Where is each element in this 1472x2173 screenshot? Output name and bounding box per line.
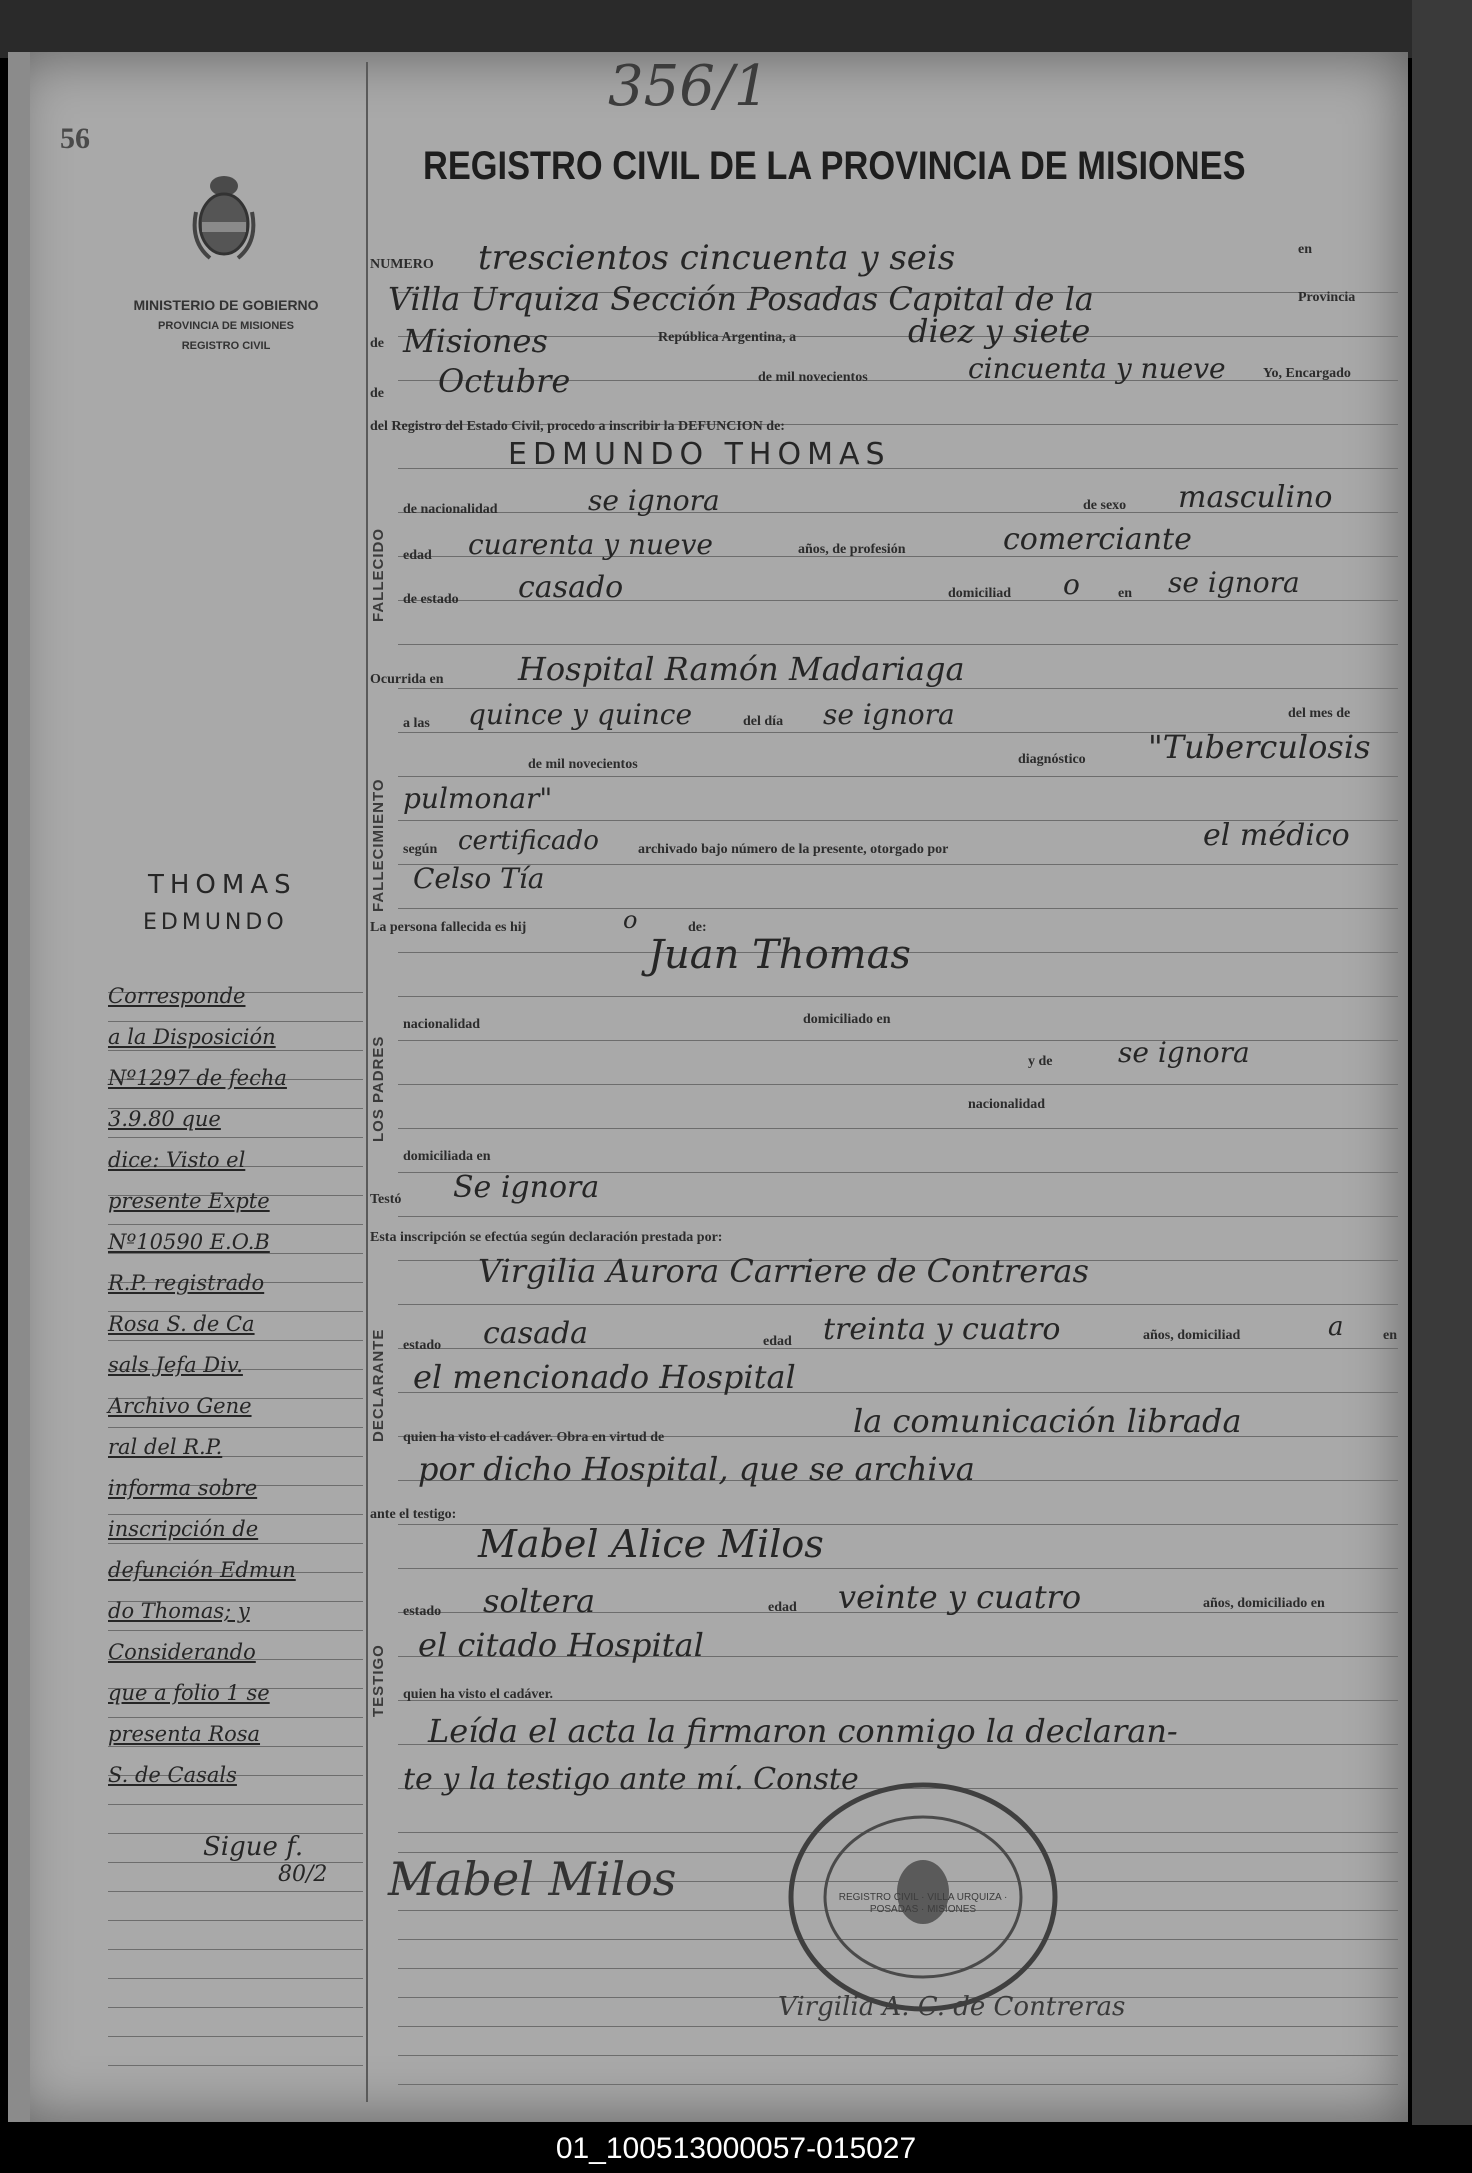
label-testo: Testó (370, 1192, 402, 1207)
margin-note-line: ral del R.P. (108, 1435, 223, 1459)
value-mes: Octubre (438, 362, 571, 400)
rule-line (398, 996, 1398, 997)
label-nacionalidad: de nacionalidad (403, 502, 498, 517)
stamp-text: REGISTRO CIVIL · VILLA URQUIZA · POSADAS · MISIONES (838, 1892, 1008, 1915)
margin-rule-line (108, 1224, 363, 1225)
value-declarante: Virgilia Aurora Carriere de Contreras (478, 1252, 1089, 1290)
page-title: REGISTRO CIVIL DE LA PROVINCIA DE MISIONES (423, 144, 1246, 188)
margin-note-line: informa sobre (108, 1476, 258, 1500)
margin-rule-line (108, 1978, 363, 1979)
margin-note-line: Corresponde (108, 984, 246, 1008)
label-domiciliado: domiciliado en (803, 1012, 891, 1027)
margin-note-line: sals Jefa Div. (108, 1353, 243, 1377)
page-number: 56 (60, 122, 90, 155)
margin-rule-line (108, 1050, 363, 1051)
label-anos-profesion: años, de profesión (798, 542, 906, 557)
book-spine (1412, 0, 1472, 2130)
value-madre: se ignora (1118, 1036, 1250, 1069)
label-nacionalidad3: nacionalidad (968, 1097, 1046, 1112)
label-de-mil2: de mil novecientos (528, 757, 638, 772)
value-padre: Juan Thomas (648, 932, 911, 978)
margin-rule-line (108, 2036, 363, 2037)
value-leida: Leída el acta la firmaron conmigo la declaran- (428, 1712, 1178, 1750)
value-estado-test: soltera (483, 1582, 596, 1620)
label-de2: de (370, 386, 384, 401)
margin-rule-line (108, 1746, 363, 1747)
value-domicilio: se ignora (1168, 566, 1300, 599)
ministry-line2: PROVINCIA DE MISIONES (158, 320, 294, 332)
value-diagnostico: "Tuberculosis (1148, 728, 1371, 766)
label-segun: según (403, 842, 438, 857)
label-de-mil: de mil novecientos (758, 370, 868, 385)
value-obra2: por dicho Hospital, que se archiva (418, 1450, 975, 1488)
margin-note-line: defunción Edmun (108, 1558, 296, 1582)
coat-of-arms-icon (190, 172, 258, 264)
margin-rule-line (108, 1514, 363, 1515)
rule-line (398, 2055, 1398, 2056)
ministry-line1: MINISTERIO DE GOBIERNO (133, 297, 319, 313)
rule-line (398, 1128, 1398, 1129)
margin-note-line: S. de Casals (108, 1763, 237, 1787)
label-numero: NUMERO (370, 257, 434, 272)
rule-line (398, 908, 1398, 909)
top-band (0, 0, 1472, 58)
label-edad2: edad (763, 1334, 792, 1349)
margin-rule-line (108, 1427, 363, 1428)
margin-rule-line (108, 1920, 363, 1921)
margin-divider (366, 62, 368, 2102)
label-persona-hij: La persona fallecida es hij (370, 920, 527, 935)
footer-filename: 01_100513000057-015027 (0, 2125, 1472, 2173)
label-domiciliada: domiciliada en (403, 1149, 491, 1164)
margin-rule-line (108, 1630, 363, 1631)
rule-line (398, 688, 1398, 689)
margin-rule-line (108, 2065, 363, 2066)
section-fallecimiento: FALLECIMIENTO (370, 778, 387, 912)
label-en: en (1298, 242, 1312, 257)
value-nombre: EDMUNDO THOMAS (508, 437, 891, 472)
rule-line (398, 2084, 1398, 2085)
label-del-mes: del mes de (1288, 706, 1351, 721)
label-estado2: estado (403, 1338, 442, 1353)
margin-note-line: presenta Rosa (108, 1722, 261, 1746)
value-domicilio-decl: el mencionado Hospital (413, 1358, 796, 1396)
margin-note-line: dice: Visto el (108, 1148, 246, 1172)
margin-rule-line (108, 1717, 363, 1718)
margin-surname: THOMAS (148, 870, 297, 900)
value-edad-decl: treinta y cuatro (823, 1312, 1061, 1347)
ministry-line3: REGISTRO CIVIL (181, 340, 271, 352)
label-ante-testigo: ante el testigo: (370, 1507, 457, 1522)
rule-line (398, 336, 1398, 337)
value-domic-decl-suffix: a (1328, 1312, 1344, 1342)
label-ocurrida: Ocurrida en (370, 672, 444, 687)
value-localidad: Villa Urquiza Sección Posadas Capital de la (388, 280, 1094, 318)
margin-rule-line (108, 1543, 363, 1544)
rule-line (398, 1216, 1398, 1217)
value-ocurrida: Hospital Ramón Madariaga (518, 650, 965, 688)
label-quien-cadaver: quien ha visto el cadáver. Obra en virtud de (403, 1430, 665, 1445)
margin-note-line: presente Expte (108, 1189, 270, 1213)
margin-rule-line (108, 1949, 363, 1950)
value-provincia: Misiones (403, 322, 548, 360)
label-en3: en (1383, 1328, 1397, 1343)
archive-number: 356/1 (608, 54, 770, 119)
value-otorgado: el médico (1203, 818, 1350, 853)
label-de3: de: (688, 920, 707, 935)
value-hijo-suffix: o (623, 906, 638, 934)
margin-note-line: do Thomas; y (108, 1599, 250, 1623)
margin-note-line: Rosa S. de Ca (108, 1312, 255, 1336)
value-profesion: comerciante (1003, 522, 1192, 557)
value-estado: casado (518, 570, 624, 605)
signature-testigo: Mabel Milos (388, 1852, 677, 1906)
signature-declarante: Virgilia A. C. de Contreras (778, 1992, 1126, 2022)
margin-rule-line (108, 1804, 363, 1805)
label-en2: en (1118, 586, 1132, 601)
rule-line (398, 864, 1398, 865)
value-domiciliado-suffix: o (1063, 568, 1080, 601)
value-dia-fall: se ignora (823, 698, 955, 731)
value-anio: cincuenta y nueve (968, 352, 1226, 385)
label-edad3: edad (768, 1600, 797, 1615)
label-del-dia: del día (743, 714, 784, 729)
margin-note-line: inscripción de (108, 1517, 259, 1541)
value-edad-test: veinte y cuatro (838, 1578, 1082, 1616)
value-edad: cuarenta y nueve (468, 528, 713, 561)
rule-line (398, 1568, 1398, 1569)
label-del-registro: del Registro del Estado Civil, procedo a inscribir la DEFUNCION de: (370, 419, 785, 434)
label-inscripcion: Esta inscripción se efectúa según declaración prestada por: (370, 1230, 723, 1245)
section-testigo: TESTIGO (370, 1644, 387, 1717)
margin-sigue2: 80/2 (278, 1862, 328, 1887)
margin-note-line: Considerando (108, 1640, 256, 1664)
margin-rule-line (108, 2007, 363, 2008)
section-padres: LOS PADRES (370, 1035, 387, 1142)
rule-line (398, 1084, 1398, 1085)
label-edad: edad (403, 548, 432, 563)
value-dia: diez y siete (908, 312, 1091, 350)
margin-note-line: a la Disposición (108, 1025, 276, 1049)
value-hora: quince y quince (468, 698, 693, 731)
label-nacionalidad2: nacionalidad (403, 1017, 481, 1032)
value-obra: la comunicación librada (853, 1402, 1242, 1440)
margin-note-line: Nº1297 de fecha (108, 1066, 287, 1090)
rule-line (398, 644, 1398, 645)
margin-rule-line (108, 1340, 363, 1341)
margin-note-line: Nº10590 E.O.B (108, 1230, 270, 1254)
margin-note-line: que a folio 1 se (108, 1681, 270, 1705)
section-fallecido: FALLECIDO (370, 528, 387, 622)
label-quien-cadaver2: quien ha visto el cadáver. (403, 1687, 553, 1702)
margin-rule-line (108, 1137, 363, 1138)
rule-line (398, 1304, 1398, 1305)
margin-sigue: Sigue f. (203, 1832, 304, 1862)
value-medico: Celso Tía (413, 862, 545, 895)
rule-line (398, 2026, 1398, 2027)
value-diagnostico2: pulmonar" (403, 782, 553, 815)
label-republica: República Argentina, a (658, 330, 797, 345)
label-anos-dom2: años, domiciliado en (1203, 1596, 1325, 1611)
label-estado: de estado (403, 592, 459, 607)
label-estado3: estado (403, 1604, 442, 1619)
value-testigo: Mabel Alice Milos (478, 1522, 824, 1566)
value-domicilio-test: el citado Hospital (418, 1626, 704, 1664)
value-estado-decl: casada (483, 1316, 589, 1351)
label-domiciliad: domiciliad (948, 586, 1012, 601)
label-de: de (370, 336, 384, 351)
value-testo: Se ignora (453, 1170, 600, 1205)
page-left-edge (8, 52, 30, 2122)
section-declarante: DECLARANTE (370, 1328, 387, 1442)
document-page (8, 52, 1408, 2122)
value-sexo: masculino (1178, 480, 1333, 515)
label-sexo: de sexo (1083, 498, 1127, 513)
margin-name: EDMUNDO (143, 910, 288, 935)
label-anos-dom: años, domiciliad (1143, 1328, 1241, 1343)
label-archivado: archivado bajo número de la presente, otorgado por (638, 842, 949, 857)
label-y-de: y de (1028, 1054, 1053, 1069)
margin-rule-line (108, 1891, 363, 1892)
label-diagnostico: diagnóstico (1018, 752, 1086, 767)
margin-rule-line (108, 1021, 363, 1022)
value-leida2: te y la testigo ante mí. Conste (403, 1762, 859, 1797)
label-yo: Yo, Encargado (1263, 366, 1351, 381)
value-nacionalidad: se ignora (588, 484, 720, 517)
rule-line (398, 776, 1398, 777)
margin-note-line: Archivo Gene (108, 1394, 252, 1418)
label-a-las: a las (403, 716, 430, 731)
value-numero: trescientos cincuenta y seis (478, 238, 956, 278)
margin-note-line: R.P. registrado (108, 1271, 265, 1295)
value-segun: certificado (458, 826, 599, 856)
margin-note-line: 3.9.80 que (108, 1107, 221, 1131)
label-provincia: Provincia (1298, 290, 1356, 305)
